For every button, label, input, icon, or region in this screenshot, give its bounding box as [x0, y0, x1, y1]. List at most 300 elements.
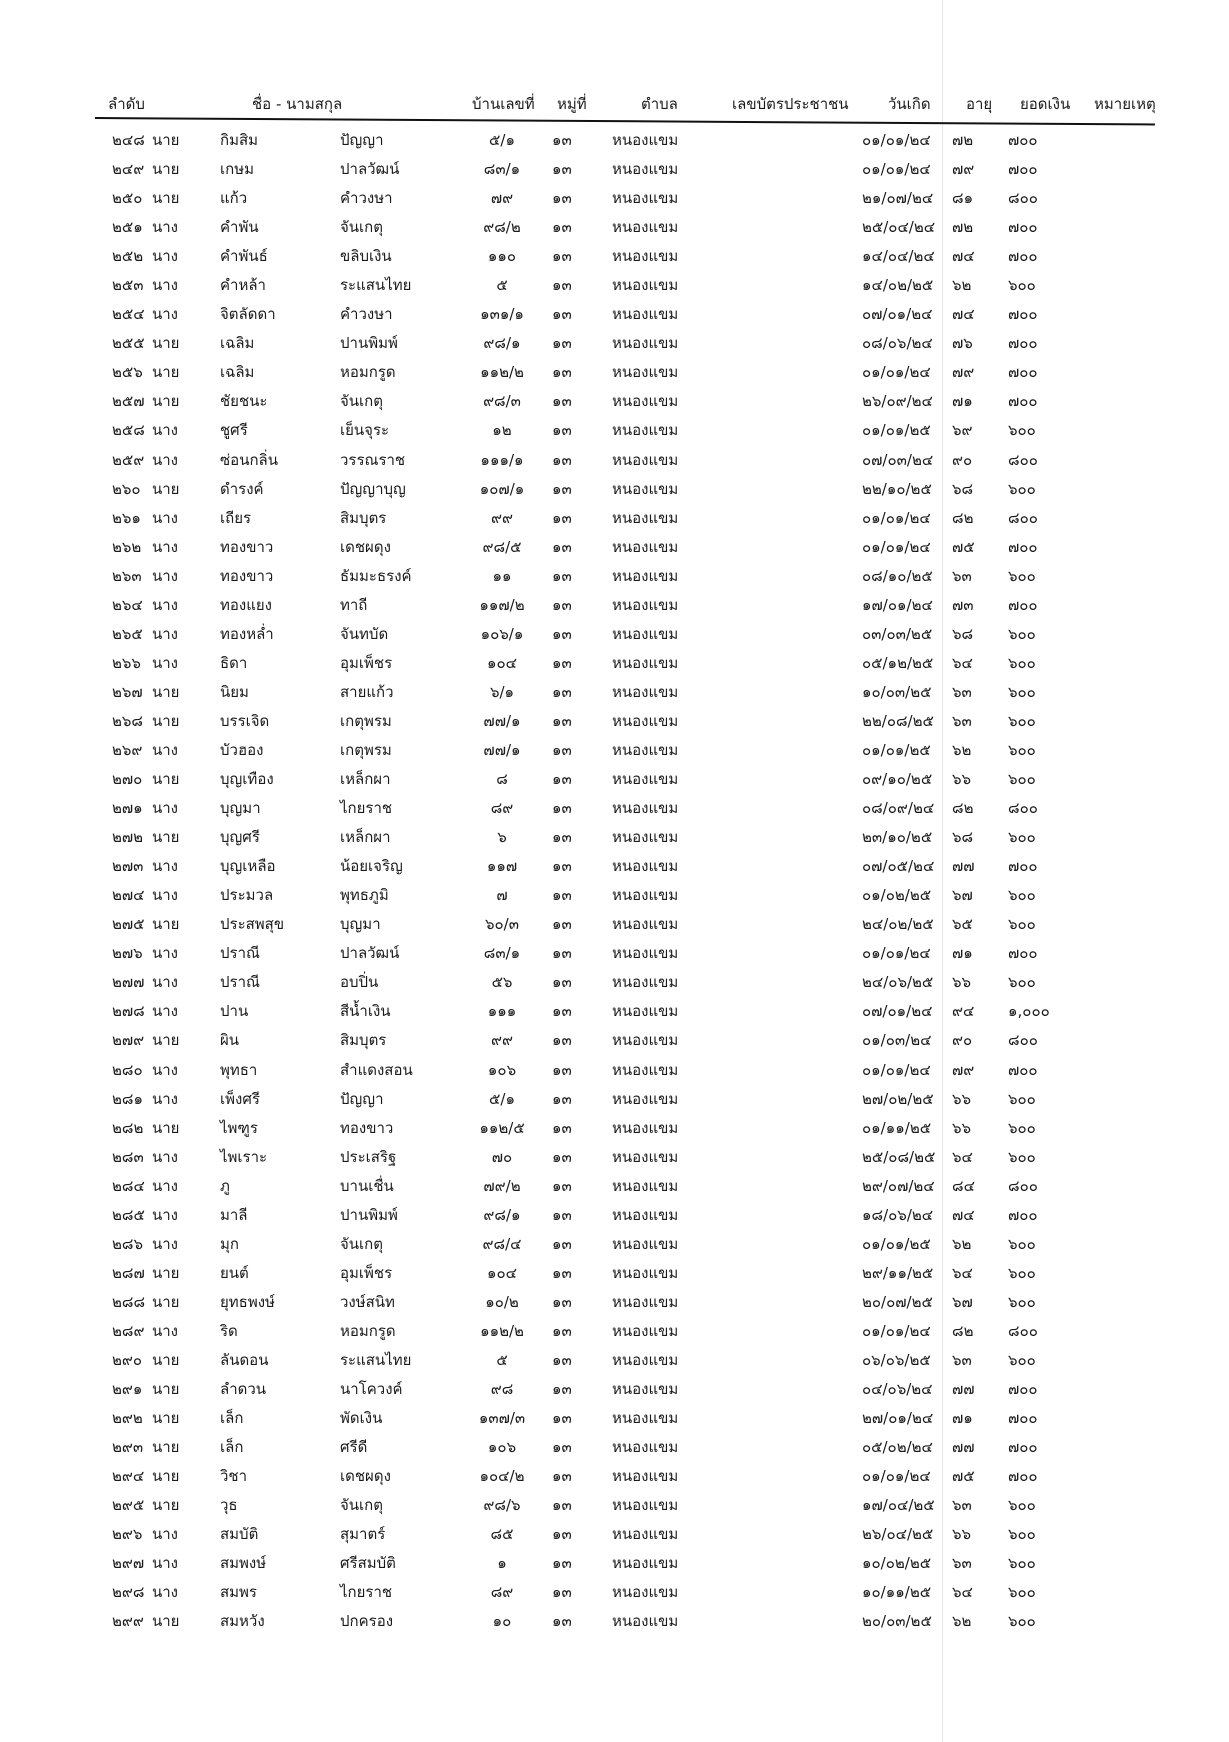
row-last-name: จันเกตุ: [340, 1234, 383, 1253]
table-row: [0, 790, 1229, 819]
row-birth-date: ๒๐/๐๗/๒๕: [862, 1292, 933, 1311]
row-birth-date: ๒๖/๐๙/๒๔: [862, 392, 933, 411]
row-house-no: ๘: [496, 770, 508, 789]
row-first-name: แก้ว: [220, 189, 248, 208]
row-tambon: หนองแขม: [612, 1147, 679, 1166]
row-first-name: พุทธา: [220, 1060, 258, 1079]
row-first-name: เล็ก: [220, 1409, 244, 1428]
row-number: ๒๙๑: [112, 1380, 143, 1399]
row-amount: ๗๐๐: [1008, 944, 1038, 963]
row-birth-date: ๒๔/๐๒/๒๕: [862, 915, 934, 934]
row-moo: ๑๓: [552, 131, 572, 149]
row-amount: ๘๐๐: [1008, 189, 1038, 208]
table-row: [0, 383, 1229, 412]
row-number: ๒๕๘: [112, 421, 145, 440]
row-house-no: ๑๑๑/๑: [480, 450, 524, 469]
row-title: นาย: [152, 363, 180, 382]
row-amount: ๘๐๐: [1008, 799, 1038, 818]
row-amount: ๗๐๐: [1008, 1060, 1038, 1079]
row-birth-date: ๐๑/๐๓/๒๔: [862, 1031, 932, 1050]
table-row: [0, 1429, 1229, 1458]
row-tambon: หนองแขม: [612, 857, 679, 876]
row-first-name: ริด: [220, 1321, 238, 1340]
row-amount: ๗๐๐: [1008, 595, 1038, 614]
row-moo: ๑๓: [552, 1263, 572, 1282]
row-moo: ๑๓: [552, 1118, 572, 1137]
table-row: [0, 529, 1229, 558]
row-tambon: หนองแขม: [612, 1205, 679, 1224]
row-age: ๘๔: [952, 1176, 975, 1195]
table-row: [0, 993, 1229, 1022]
table-row: [0, 1400, 1229, 1429]
row-moo: ๑๓: [552, 1292, 572, 1311]
row-moo: ๑๓: [552, 915, 572, 934]
row-house-no: ๘๓/๑: [483, 160, 521, 179]
row-tambon: หนองแขม: [612, 1525, 679, 1544]
row-amount: ๗๐๐: [1008, 131, 1038, 149]
row-birth-date: ๐๑/๐๑/๒๔: [862, 1060, 931, 1079]
row-tambon: หนองแขม: [612, 1380, 679, 1399]
row-house-no: ๑๐๖/๑: [480, 624, 524, 643]
row-title: นาง: [152, 1147, 179, 1166]
row-last-name: จันทบัด: [340, 624, 389, 643]
row-last-name: พุทธภูมิ: [340, 886, 389, 905]
row-birth-date: ๒๔/๐๖/๒๕: [862, 973, 934, 992]
row-number: ๒๖๑: [112, 508, 141, 527]
table-row: [0, 1168, 1229, 1197]
header-birth: วันเกิด: [888, 95, 931, 113]
table-row: [0, 1313, 1229, 1342]
row-age: ๖๗: [952, 886, 973, 905]
row-title: นาง: [152, 421, 179, 440]
row-title: นาย: [152, 828, 180, 847]
row-number: ๒๖๐: [112, 479, 141, 498]
row-moo: ๑๓: [552, 1234, 572, 1253]
row-moo: ๑๓: [552, 1554, 572, 1573]
row-last-name: หอมกรูด: [340, 363, 396, 382]
row-house-no: ๖/๑: [489, 682, 515, 701]
table-row: [0, 1574, 1229, 1603]
row-first-name: ไพฑูร: [220, 1118, 258, 1137]
row-age: ๖๗: [952, 1292, 973, 1311]
row-moo: ๑๓: [552, 566, 572, 585]
row-first-name: สมบัติ: [220, 1525, 259, 1544]
row-title: นาง: [152, 857, 179, 876]
row-tambon: หนองแขม: [612, 944, 679, 963]
row-last-name: สิมบุตร: [340, 1031, 387, 1050]
row-tambon: หนองแขม: [612, 1263, 679, 1282]
row-last-name: ศรีดี: [340, 1438, 368, 1457]
row-birth-date: ๐๑/๑๑/๒๕: [862, 1118, 932, 1137]
row-first-name: บรรเจิด: [220, 711, 270, 730]
row-number: ๒๗๐: [112, 770, 143, 789]
row-age: ๖๒: [952, 1612, 972, 1631]
row-age: ๖๒: [952, 276, 972, 295]
table-header: [0, 92, 1229, 118]
row-moo: ๑๓: [552, 1176, 572, 1195]
table-row: [0, 296, 1229, 325]
row-moo: ๑๓: [552, 1583, 572, 1602]
row-last-name: ระแสนไทย: [340, 1350, 412, 1369]
table-row: [0, 1197, 1229, 1226]
table-row: [0, 1487, 1229, 1516]
row-house-no: ๑: [497, 1554, 507, 1573]
row-amount: ๖๐๐: [1008, 479, 1036, 498]
row-birth-date: ๐๘/๐๖/๒๔: [862, 334, 933, 353]
row-tambon: หนองแขม: [612, 1409, 679, 1428]
row-number: ๒๖๖: [112, 653, 141, 672]
row-tambon: หนองแขม: [612, 1321, 679, 1340]
row-first-name: ทองหล่ำ: [220, 624, 274, 643]
row-age: ๗๒: [952, 218, 974, 237]
row-house-no: ๑๑๑: [487, 1002, 517, 1021]
row-moo: ๑๓: [552, 334, 572, 353]
row-moo: ๑๓: [552, 1321, 572, 1340]
row-house-no: ๗๙/๒: [483, 1176, 521, 1195]
table-row: [0, 1110, 1229, 1139]
row-birth-date: ๒๐/๐๓/๒๕: [862, 1612, 932, 1631]
row-last-name: อุมเพ็ชร: [340, 1263, 393, 1282]
row-first-name: ผิน: [220, 1031, 240, 1050]
row-number: ๒๖๒: [112, 537, 142, 556]
row-house-no: ๙๘/๑: [483, 334, 521, 353]
row-amount: ๖๐๐: [1008, 1583, 1036, 1602]
row-moo: ๑๓: [552, 1031, 572, 1050]
row-birth-date: ๐๕/๑๒/๒๕: [862, 653, 934, 672]
row-first-name: เล็ก: [220, 1438, 244, 1457]
row-number: ๒๔๙: [112, 160, 145, 179]
row-first-name: ชูศรี: [220, 421, 248, 440]
table-row: [0, 1545, 1229, 1574]
row-last-name: เกตุพรม: [340, 711, 392, 730]
row-first-name: มุก: [220, 1234, 239, 1253]
row-amount: ๗๐๐: [1008, 1438, 1038, 1457]
row-last-name: ระแสนไทย: [340, 276, 412, 295]
row-title: นาง: [152, 886, 179, 905]
header-age: อายุ: [966, 95, 993, 113]
row-house-no: ๙๘/๒: [483, 218, 521, 237]
table-row: [0, 587, 1229, 616]
row-house-no: ๑๑๒/๕: [479, 1118, 525, 1137]
row-title: นาย: [152, 1380, 180, 1399]
row-birth-date: ๒๕/๐๔/๒๔: [862, 218, 936, 237]
row-first-name: ทองแยง: [220, 595, 273, 614]
row-amount: ๖๐๐: [1008, 1525, 1036, 1544]
row-last-name: ปกครอง: [340, 1612, 394, 1631]
table-row: [0, 906, 1229, 935]
table-row: [0, 1284, 1229, 1313]
row-last-name: เย็นจุระ: [340, 421, 390, 440]
row-number: ๒๖๗: [112, 682, 143, 701]
row-number: ๒๕๓: [112, 276, 144, 295]
row-title: นาง: [152, 247, 179, 266]
table-row: [0, 1081, 1229, 1110]
row-amount: ๑,๐๐๐: [1008, 1002, 1050, 1021]
row-last-name: คำวงษา: [340, 305, 393, 324]
row-amount: ๗๐๐: [1008, 247, 1038, 266]
row-title: นาง: [152, 1205, 179, 1224]
row-title: นาง: [152, 450, 179, 469]
row-house-no: ๙๘: [490, 1380, 514, 1399]
row-first-name: ปาน: [220, 1002, 249, 1021]
row-number: ๒๙๕: [112, 1496, 145, 1515]
row-house-no: ๙๙: [491, 1031, 513, 1050]
row-moo: ๑๓: [552, 1467, 572, 1486]
row-house-no: ๕๖: [491, 973, 513, 992]
row-moo: ๑๓: [552, 247, 572, 266]
row-house-no: ๗๙: [490, 189, 514, 208]
row-house-no: ๑๑๗: [486, 857, 518, 876]
row-birth-date: ๐๑/๐๑/๒๕: [862, 1234, 931, 1253]
row-moo: ๑๓: [552, 160, 572, 179]
row-number: ๒๖๓: [112, 566, 142, 585]
row-amount: ๗๐๐: [1008, 857, 1038, 876]
row-number: ๒๘๑: [112, 1089, 143, 1108]
row-amount: ๗๐๐: [1008, 334, 1038, 353]
table-body: [0, 122, 1229, 1632]
row-house-no: ๑๐๔: [486, 1263, 518, 1282]
row-moo: ๑๓: [552, 276, 572, 295]
row-tambon: หนองแขม: [612, 363, 679, 382]
row-house-no: ๕/๑: [489, 1089, 515, 1108]
row-age: ๗๔: [952, 305, 975, 324]
row-age: ๗๕: [952, 537, 975, 556]
row-moo: ๑๓: [552, 1002, 572, 1021]
row-title: นาง: [152, 740, 179, 759]
row-title: นาย: [152, 1409, 180, 1428]
row-house-no: ๗๗/๑: [483, 740, 521, 759]
row-house-no: ๙๘/๖: [483, 1496, 521, 1515]
row-tambon: หนองแขม: [612, 915, 679, 934]
row-number: ๒๙๗: [112, 1554, 145, 1573]
row-birth-date: ๐๑/๐๑/๒๔: [862, 944, 931, 963]
row-number: ๒๖๘: [112, 711, 143, 730]
row-number: ๒๕๙: [112, 450, 145, 469]
header-house-no: บ้านเลขที่: [472, 95, 535, 113]
table-row: [0, 1342, 1229, 1371]
row-amount: ๘๐๐: [1008, 508, 1038, 527]
row-number: ๒๖๙: [112, 740, 143, 759]
row-amount: ๖๐๐: [1008, 1612, 1036, 1631]
row-birth-date: ๒๓/๑๐/๒๕: [862, 828, 933, 847]
row-title: นาย: [152, 160, 180, 179]
row-tambon: หนองแขม: [612, 770, 679, 789]
row-last-name: เกตุพรม: [340, 740, 392, 759]
row-first-name: ชัยชนะ: [220, 392, 268, 411]
row-moo: ๑๓: [552, 479, 572, 498]
row-number: ๒๙๖: [112, 1525, 143, 1544]
row-birth-date: ๒๗/๐๒/๒๕: [862, 1089, 934, 1108]
row-house-no: ๑๑๐: [487, 247, 517, 266]
row-number: ๒๘๘: [112, 1292, 146, 1311]
row-amount: ๘๐๐: [1008, 450, 1038, 469]
row-age: ๘๑: [952, 189, 974, 208]
row-title: นาง: [152, 537, 179, 556]
row-tambon: หนองแขม: [612, 1031, 679, 1050]
row-last-name: อุมเพ็ชร: [340, 653, 393, 672]
row-age: ๘๒: [952, 799, 974, 818]
row-moo: ๑๓: [552, 973, 572, 992]
table-row: [0, 819, 1229, 848]
row-age: ๖๔: [952, 1583, 973, 1602]
row-birth-date: ๑๔/๐๒/๒๕: [862, 276, 934, 295]
row-first-name: บุญเทือง: [220, 770, 274, 789]
table-row: [0, 732, 1229, 761]
row-birth-date: ๐๑/๐๑/๒๔: [862, 537, 931, 556]
row-age: ๖๔: [952, 653, 973, 672]
row-last-name: ธัมมะธรงค์: [340, 566, 412, 585]
row-moo: ๑๓: [552, 886, 572, 905]
row-age: ๖๔: [952, 1147, 973, 1166]
row-house-no: ๙๘/๑: [483, 1205, 521, 1224]
row-number: ๒๗๗: [112, 973, 145, 992]
row-birth-date: ๑๘/๐๖/๒๔: [862, 1205, 934, 1224]
row-birth-date: ๐๙/๑๐/๒๕: [862, 770, 933, 789]
row-last-name: เหล็กผา: [340, 828, 391, 847]
row-first-name: สมหวัง: [220, 1612, 265, 1631]
row-tambon: หนองแขม: [612, 566, 679, 585]
row-age: ๖๔: [952, 1263, 973, 1282]
table-row: [0, 151, 1229, 180]
table-row: [0, 1226, 1229, 1255]
header-order: ลำดับ: [108, 95, 145, 113]
header-id-card: เลขบัตรประชาชน: [732, 95, 849, 113]
row-title: นาง: [152, 1525, 179, 1544]
row-number: ๒๕๖: [112, 363, 143, 382]
table-row: [0, 442, 1229, 471]
row-birth-date: ๐๗/๐๑/๒๔: [862, 305, 933, 324]
row-title: นาย: [152, 915, 180, 934]
row-amount: ๖๐๐: [1008, 682, 1036, 701]
row-age: ๗๑: [952, 392, 973, 411]
row-birth-date: ๐๑/๐๑/๒๕: [862, 740, 931, 759]
row-tambon: หนองแขม: [612, 682, 679, 701]
table-row: [0, 209, 1229, 238]
row-last-name: คำวงษา: [340, 189, 393, 208]
row-number: ๒๕๗: [112, 392, 145, 411]
table-row: [0, 935, 1229, 964]
table-row: [0, 877, 1229, 906]
row-house-no: ๖๐/๓: [485, 915, 519, 934]
row-house-no: ๑๐: [492, 1612, 512, 1631]
row-first-name: ภู: [220, 1176, 230, 1195]
table-row: [0, 964, 1229, 993]
row-last-name: บุญมา: [340, 915, 381, 934]
table-row: [0, 558, 1229, 587]
row-birth-date: ๐๘/๑๐/๒๕: [862, 566, 933, 585]
row-moo: ๑๓: [552, 1147, 572, 1166]
row-birth-date: ๐๘/๐๙/๒๔: [862, 799, 935, 818]
row-title: นาย: [152, 479, 180, 498]
row-last-name: ทาถี: [340, 595, 368, 614]
row-amount: ๗๐๐: [1008, 1467, 1038, 1486]
row-title: นาย: [152, 1612, 180, 1631]
row-birth-date: ๑๐/๐๒/๒๕: [862, 1554, 932, 1573]
row-amount: ๖๐๐: [1008, 624, 1036, 643]
row-number: ๒๙๒: [112, 1409, 143, 1428]
row-first-name: นิยม: [220, 682, 249, 701]
row-age: ๖๖: [952, 1118, 972, 1137]
row-tambon: หนองแขม: [612, 740, 679, 759]
row-title: นาง: [152, 595, 179, 614]
row-amount: ๗๐๐: [1008, 1380, 1038, 1399]
row-moo: ๑๓: [552, 363, 572, 382]
row-moo: ๑๓: [552, 624, 572, 643]
row-tambon: หนองแขม: [612, 1292, 679, 1311]
row-first-name: เถียร: [220, 508, 252, 527]
row-moo: ๑๓: [552, 1409, 572, 1428]
row-first-name: ไพเราะ: [220, 1147, 268, 1166]
row-moo: ๑๓: [552, 682, 572, 701]
row-title: นาย: [152, 770, 180, 789]
row-last-name: บานเชื่น: [340, 1176, 394, 1195]
row-amount: ๖๐๐: [1008, 1147, 1036, 1166]
row-amount: ๗๐๐: [1008, 218, 1038, 237]
row-moo: ๑๓: [552, 1438, 572, 1457]
table-row: [0, 325, 1229, 354]
row-first-name: เฉลิม: [220, 363, 255, 382]
row-house-no: ๑๐๔/๒: [479, 1467, 525, 1486]
row-birth-date: ๒๗/๐๑/๒๔: [862, 1409, 934, 1428]
row-tambon: หนองแขม: [612, 973, 679, 992]
row-number: ๒๘๓: [112, 1147, 144, 1166]
row-first-name: จิตลัดดา: [220, 305, 276, 324]
row-birth-date: ๐๑/๐๑/๒๔: [862, 363, 931, 382]
row-house-no: ๕: [496, 1350, 508, 1369]
row-tambon: หนองแขม: [612, 218, 679, 237]
row-birth-date: ๑๔/๐๔/๒๔: [862, 247, 935, 266]
row-birth-date: ๐๑/๐๑/๒๔: [862, 508, 931, 527]
row-title: นาย: [152, 1496, 180, 1515]
row-tambon: หนองแขม: [612, 305, 679, 324]
row-tambon: หนองแขม: [612, 653, 679, 672]
row-birth-date: ๐๑/๐๑/๒๕: [862, 421, 931, 440]
row-title: นาย: [152, 1467, 180, 1486]
row-age: ๖๓: [952, 1350, 972, 1369]
row-tambon: หนองแขม: [612, 334, 679, 353]
row-number: ๒๘๔: [112, 1176, 145, 1195]
row-number: ๒๘๖: [112, 1234, 143, 1253]
row-age: ๗๔: [952, 1205, 975, 1224]
row-last-name: ไกยราช: [340, 1583, 393, 1602]
row-amount: ๖๐๐: [1008, 653, 1036, 672]
row-age: ๖๕: [952, 915, 973, 934]
row-first-name: บุญมา: [220, 799, 261, 818]
row-moo: ๑๓: [552, 1205, 572, 1224]
row-title: นาง: [152, 1554, 179, 1573]
row-age: ๗๔: [952, 247, 975, 266]
row-title: นาย: [152, 1263, 180, 1282]
row-birth-date: ๐๗/๐๑/๒๔: [862, 1002, 933, 1021]
row-last-name: สิมบุตร: [340, 508, 387, 527]
table-row: [0, 1255, 1229, 1284]
row-age: ๗๖: [952, 334, 973, 353]
row-amount: ๖๐๐: [1008, 828, 1036, 847]
row-amount: ๖๐๐: [1008, 1118, 1036, 1137]
table-row: [0, 354, 1229, 383]
row-last-name: สีน้ำเงิน: [340, 1002, 391, 1021]
row-first-name: เพ็งศรี: [220, 1089, 260, 1108]
row-house-no: ๗: [496, 886, 508, 905]
table-row: [0, 1139, 1229, 1168]
row-amount: ๖๐๐: [1008, 421, 1036, 440]
row-moo: ๑๓: [552, 508, 572, 527]
row-last-name: ปานพิมพ์: [340, 1205, 398, 1224]
table-row: [0, 761, 1229, 790]
row-tambon: หนองแขม: [612, 1496, 679, 1515]
row-tambon: หนองแขม: [612, 421, 679, 440]
row-amount: ๗๐๐: [1008, 305, 1038, 324]
